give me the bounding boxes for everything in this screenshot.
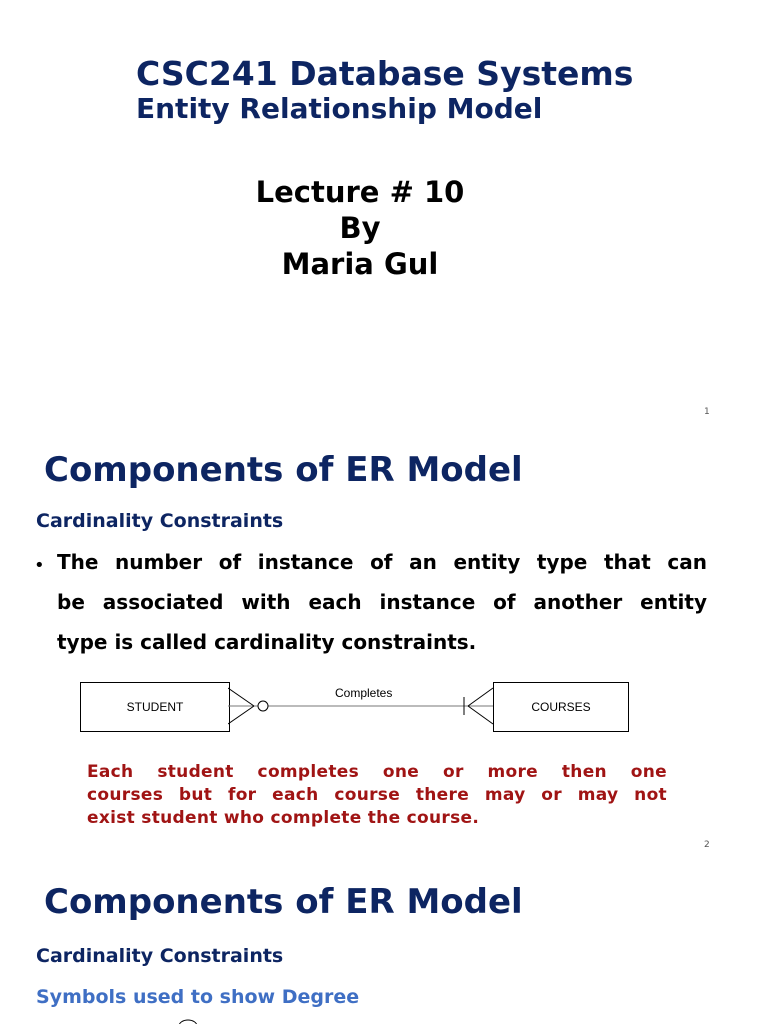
relationship-connector <box>228 680 494 734</box>
crow-foot-left-lower <box>228 706 254 724</box>
lecture-number: Lecture # 10 <box>255 175 465 209</box>
entity-courses: COURSES <box>493 682 629 732</box>
slide1-subtitle: Entity Relationship Model <box>136 92 543 125</box>
slide3-subheading: Cardinality Constraints <box>36 945 284 967</box>
crow-foot-right-upper <box>468 688 493 706</box>
bullet-line-2: be associated with each instance of another entity <box>57 590 707 614</box>
lecture-author: Maria Gul <box>281 247 439 281</box>
bullet-icon: • <box>34 555 45 576</box>
crow-foot-left-upper <box>228 688 254 706</box>
bullet-line-1: The number of instance of an entity type that can <box>57 550 707 574</box>
note-line-2: courses but for each course there may or may not <box>87 785 667 805</box>
slide1-title: CSC241 Database Systems <box>136 54 634 93</box>
optional-circle-icon <box>258 701 268 711</box>
note-line-1: Each student completes one or more then one <box>87 762 667 782</box>
page-number-2: 2 <box>704 840 710 850</box>
slide2-heading: Components of ER Model <box>44 450 523 490</box>
slide3-heading: Components of ER Model <box>44 882 523 922</box>
note-line-3: exist student who complete the course. <box>87 808 480 828</box>
slide2-subheading: Cardinality Constraints <box>36 510 284 532</box>
relationship-label: Completes <box>335 686 393 700</box>
slide3-subheading-2: Symbols used to show Degree <box>36 986 360 1008</box>
entity-student: STUDENT <box>80 682 230 732</box>
page-number-1: 1 <box>704 407 710 417</box>
crow-foot-right-lower <box>468 706 493 724</box>
lecture-by: By <box>339 211 381 245</box>
bullet-line-3: type is called cardinality constraints. <box>57 630 477 654</box>
partial-symbol-icon <box>176 1016 200 1024</box>
